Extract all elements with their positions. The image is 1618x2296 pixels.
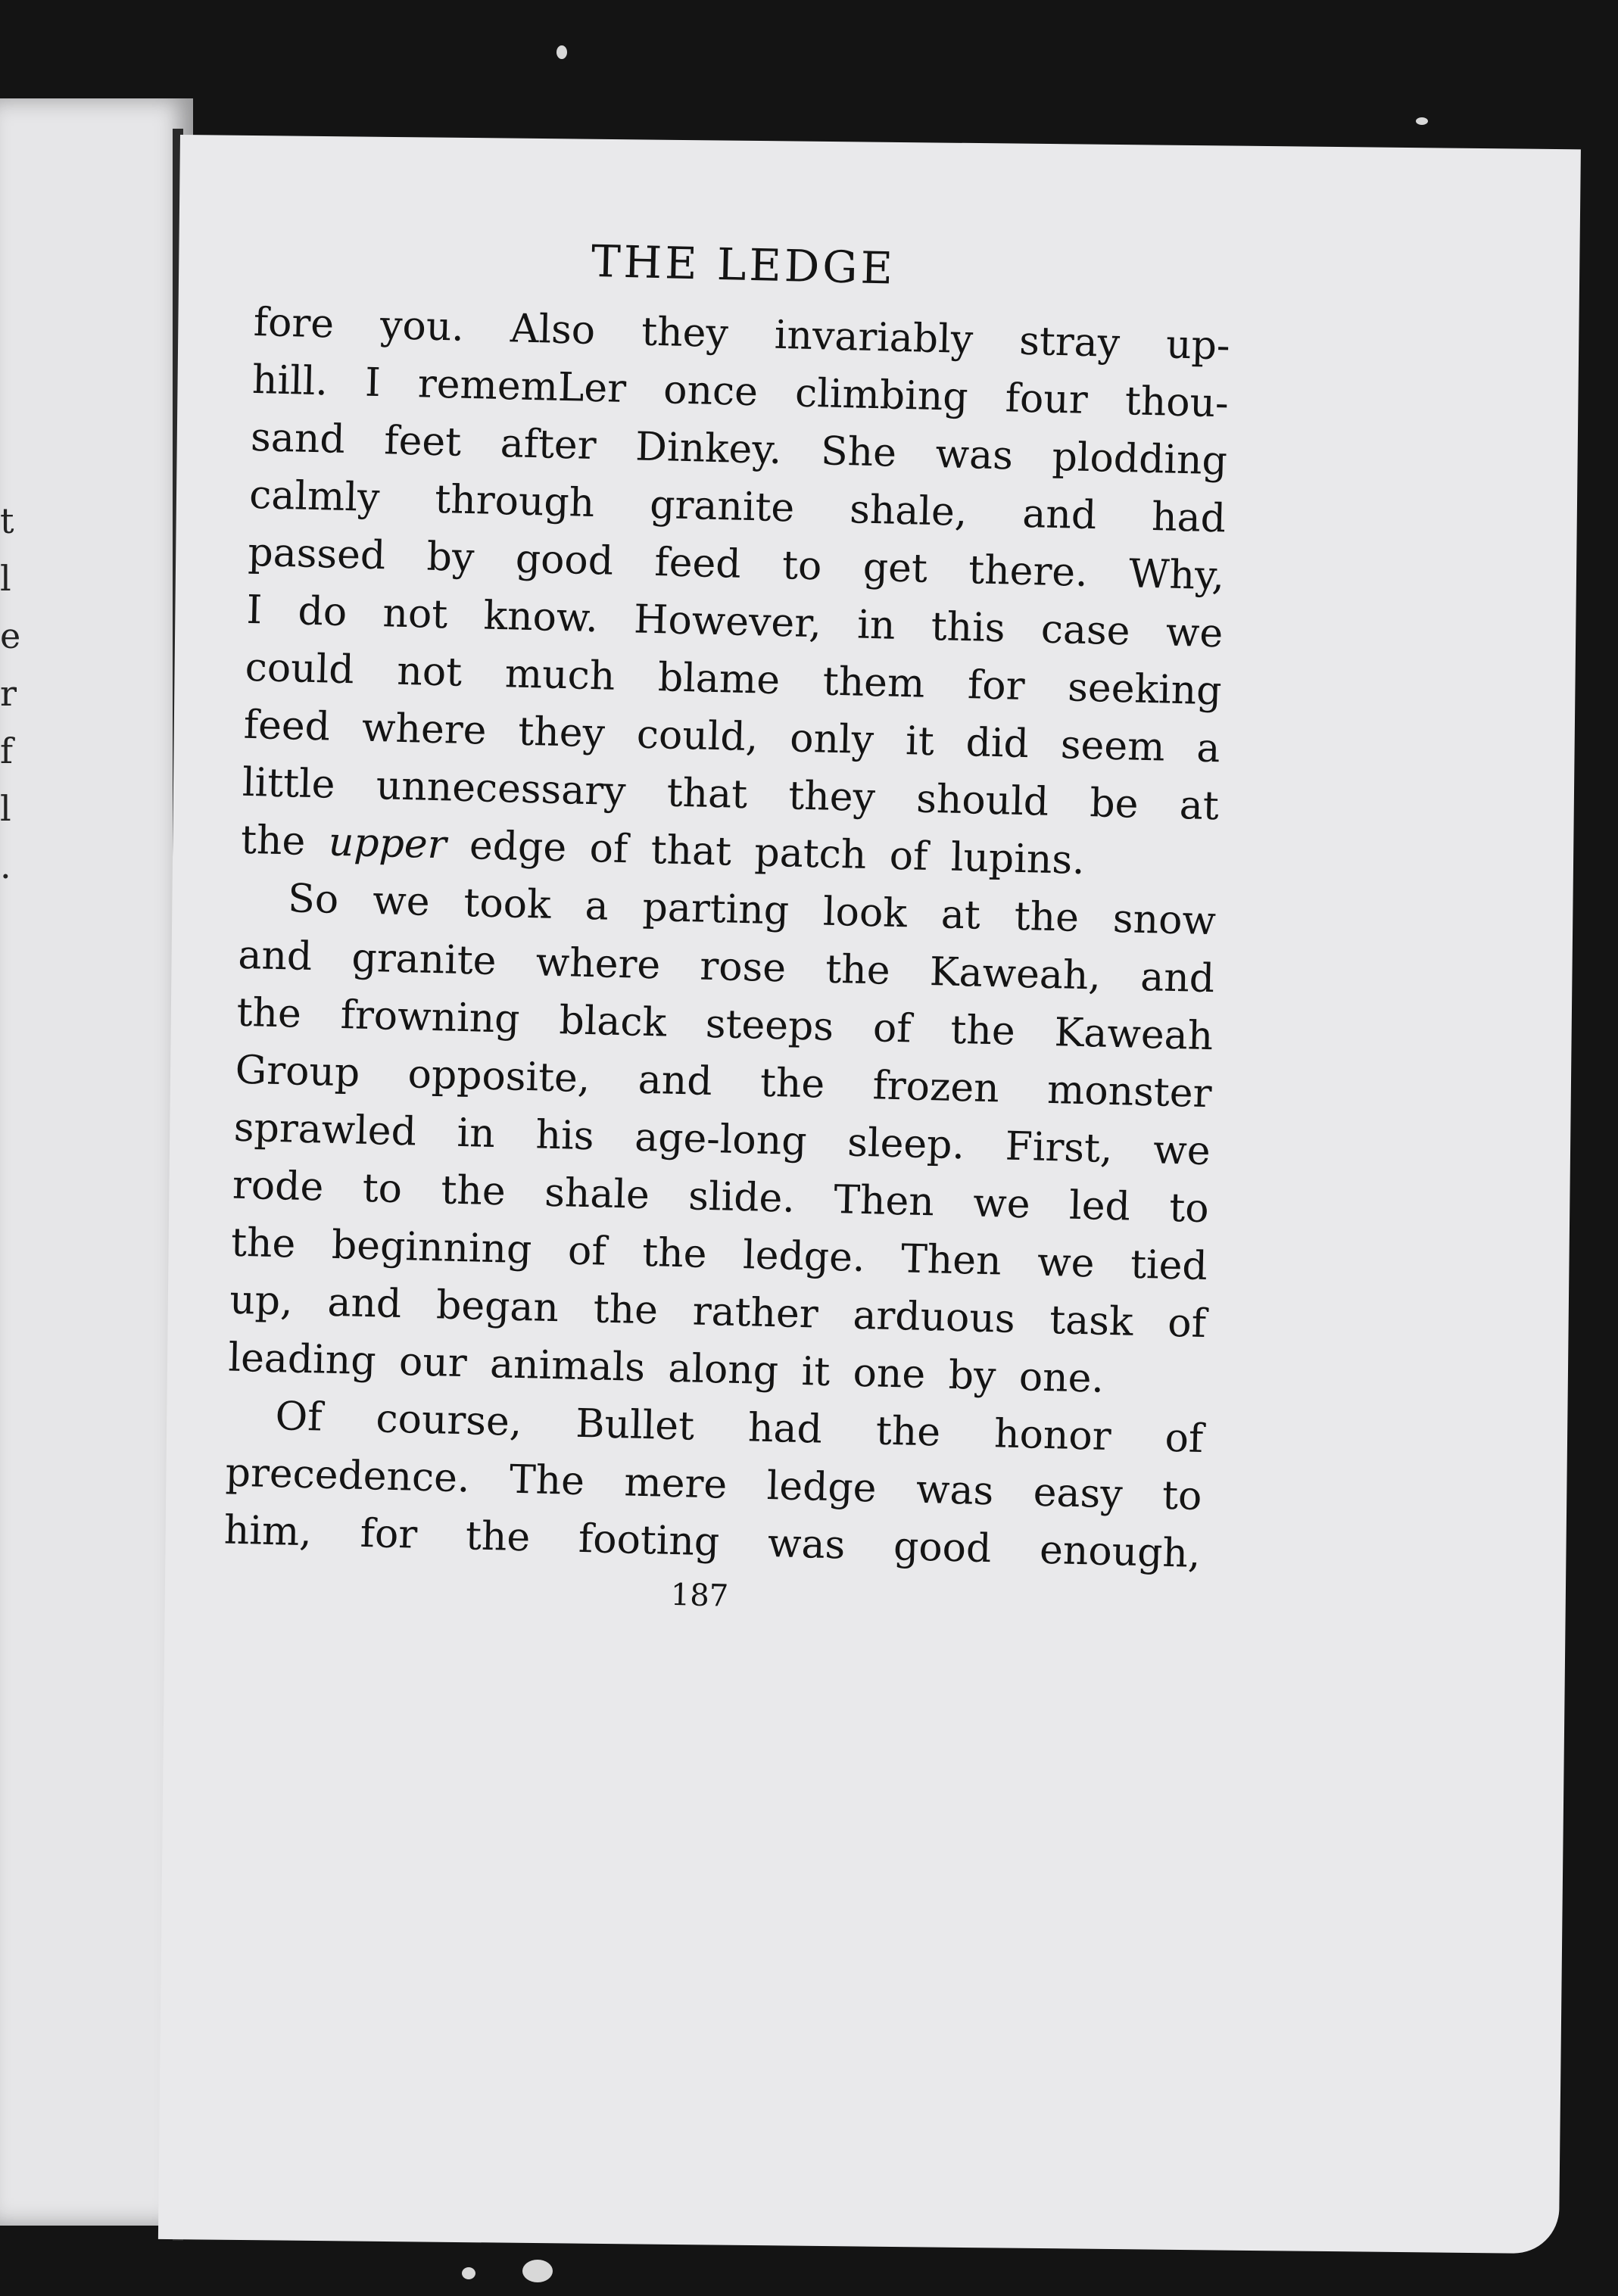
text-line: Group opposite, and the frozen monster — [235, 1047, 1213, 1117]
text-line: precedence. The mere ledge was easy to — [225, 1450, 1203, 1520]
text-line: feed where they could, only it did seem a — [243, 702, 1221, 772]
body-text — [223, 294, 1230, 1583]
text-line: the frowning black steeps of the Kaweah — [235, 989, 1214, 1060]
text-line: and granite where rose the Kaweah, and — [237, 932, 1215, 1002]
running-head: THE LEDGE — [591, 235, 896, 294]
text-line: fore you. Also they invariably stray up- — [253, 299, 1231, 369]
page-text-block — [223, 227, 1233, 1625]
text-line: up, and began the rather arduous task of — [229, 1277, 1207, 1347]
dust-speck — [462, 2267, 475, 2279]
text-line: sprawled in his age-long sleep. First, we — [233, 1104, 1211, 1175]
text-line: calmly through granite shale, and had — [248, 472, 1227, 542]
text-line: him, for the footing was good enough, — [223, 1507, 1202, 1577]
text-line: passed by good feed to get there. Why, — [247, 529, 1225, 600]
left-page-letters — [0, 492, 23, 895]
dust-speck — [1416, 117, 1428, 125]
dust-speck — [556, 45, 567, 59]
page-number: 187 — [670, 1577, 729, 1614]
text-line: little unnecessary that they should be at — [242, 759, 1220, 830]
text-line: could not much blame them for seeking — [245, 644, 1223, 715]
text-line: the upper edge of that patch of lupins. — [240, 817, 1086, 883]
text-line: sand feet after Dinkey. She was plodding — [250, 414, 1228, 484]
edge-letter: l — [0, 788, 11, 829]
edge-letter: r — [0, 673, 17, 714]
text-line: rode to the shale slide. Then we led to — [232, 1162, 1210, 1232]
text-line: So we took a parting look at the snow — [287, 876, 1217, 945]
edge-letter: . — [0, 846, 11, 886]
text-line: hill. I rememLer once climbing four thou- — [251, 357, 1230, 427]
text-line: I do not know. However, in this case we — [245, 587, 1224, 657]
edge-letter: f — [0, 731, 14, 771]
dust-speck — [522, 2260, 553, 2282]
text-line: Of course, Bullet had the honor of — [274, 1394, 1204, 1463]
edge-letter: l — [0, 558, 11, 599]
text-line: leading our animals along it one by one. — [227, 1335, 1105, 1402]
edge-letter: t — [0, 500, 14, 541]
edge-letter: e — [0, 615, 21, 656]
text-line: the beginning of the ledge. Then we tied — [230, 1220, 1208, 1290]
